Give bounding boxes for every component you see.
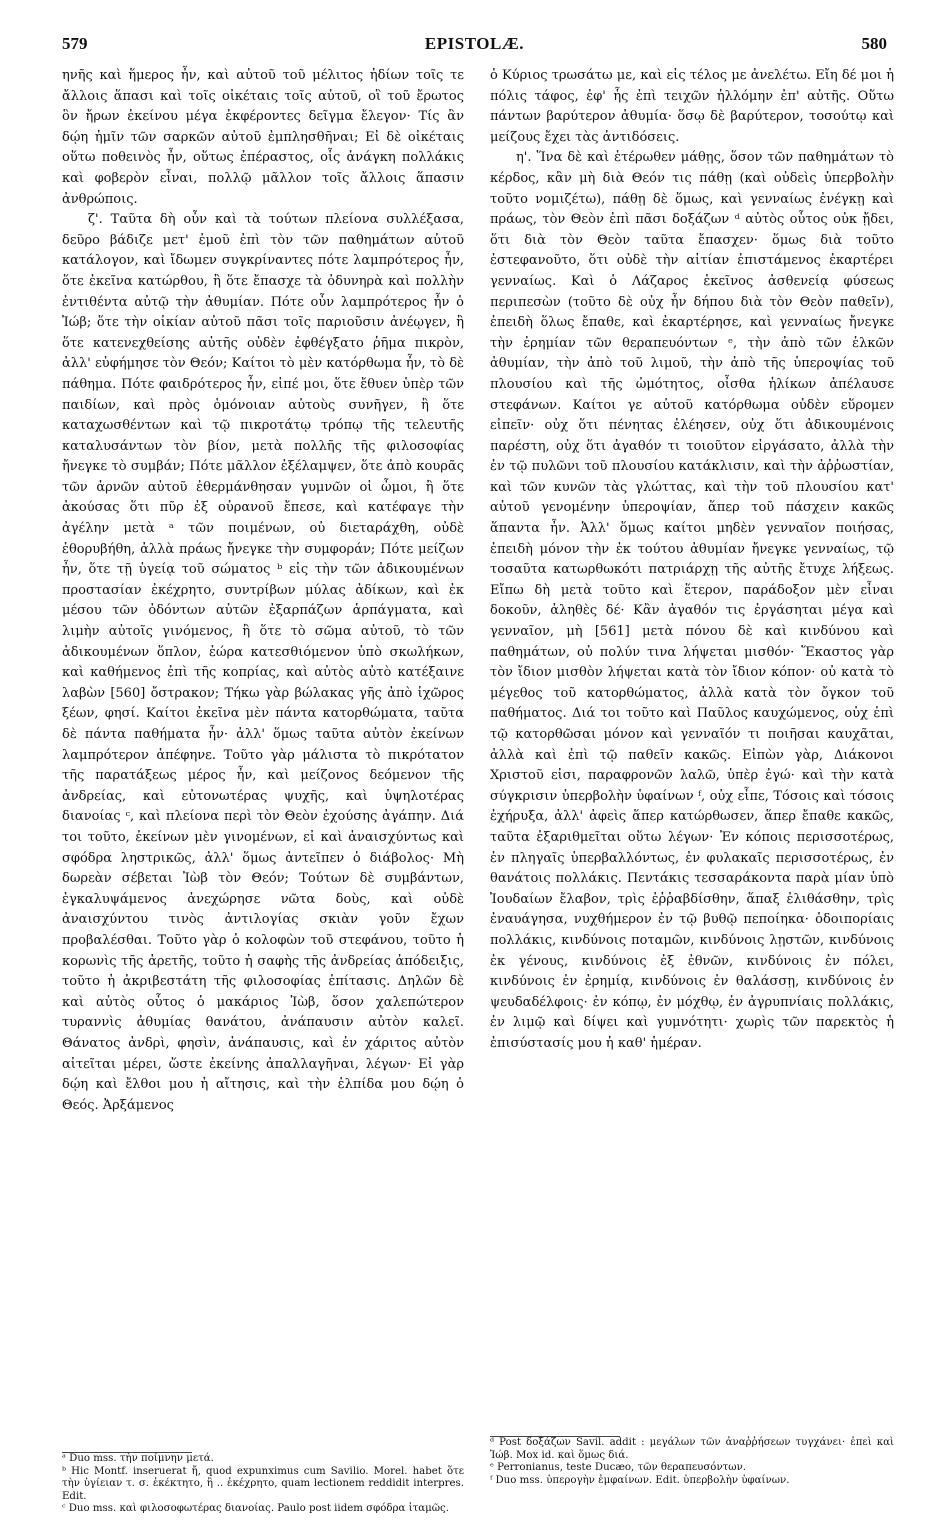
running-title: EPISTOLÆ. <box>424 34 525 53</box>
page-number-left: 579 <box>62 34 88 53</box>
footnote-e: ᵉ Perronianus, teste Ducæo, τῶν θεραπευσόντων. <box>490 1462 747 1474</box>
footnotes-left <box>62 1452 464 1516</box>
left-paragraph-1: ηνῆς καὶ ἥμερος ἦν, καὶ αὐτοῦ τοῦ μέλιτος ἡδίων τοῖς τε ἄλλοις ἅπασι καὶ τοῖς οἰκέταις τοῖς αὐτοῦ, οἳ τοῦ ἔρωτος ὃν ἤρων ἐκείνου μέγα ἐκφέροντες δεῖγμα ἔλεγον· Τίς ἂν δῴη ἡμῖν τῶν σαρκῶν αὐτοῦ ἐμπλησθῆναι; Εἰ δὲ οἰκέταις οὕτω ποθεινὸς ἦν, οὕτως ἐπέραστος, οἷς ἀνάγκη πολλάκις καὶ φοβερὸν εἶναι, πολλῷ μᾶλλον τοῖς ἄλλοις ἅπασιν ἀνθρώποις. <box>62 68 464 207</box>
right-column <box>490 66 894 1055</box>
footnote-a: ᵃ Duo mss. τὴν ποίμνην μετά. <box>62 1453 214 1464</box>
footnote-f: ᶠ Duo mss. ὑπερογὴν ἐμφαίνων. Edit. ὑπερβολὴν ὑφαίνων. <box>490 1474 790 1486</box>
right-paragraph-2: η'. Ἵνα δὲ καὶ ἑτέρωθεν μάθῃς, ὅσον τῶν παθημάτων τὸ κέρδος, κἂν μὴ διὰ Θεόν τις πάθῃ (καὶ οὐδεὶς ὑπερβολὴν τοῦτο νομιζέτω), πάθῃ δὲ ὅμως, καὶ γενναίως ἐνέγκῃ καὶ πράως, τὸν Θεὸν ἐπὶ πᾶσι δοξάζων ᵈ αὐτὸς οὗτος οὐκ ᾔδει, ὅτι διὰ τὸν Θεὸν ταῦτα ἔπασχεν· ὅμως διὰ τοῦτο ἐστεφανοῦτο, ὅτι οὐδὲ τὴν αἰτίαν ἐπιστάμενος ἐκαρτέρει γενναίως. Καὶ ὁ Λάζαρος ἐκεῖνος ἀσθενείᾳ φύσεως περιπεσὼν (τοῦτο δὲ οὐχ ἦν δήπου διὰ τὸν Θεὸν παθεῖν), ἐπειδὴ ὅλως ἔπαθε, καὶ ἐκαρτέρησε, καὶ γενναίως ἤνεγκε τὴν ἐρημίαν τῶν θεραπευόντων ᵉ, τὴν ἀπὸ τῶν ἑλκῶν ἀθυμίαν, τὴν ἀπὸ τοῦ λιμοῦ, τὴν ἀπὸ τῆς ὑπεροψίας τοῦ πλουσίου καὶ τῆς ὠμότητος, οἶσθα ἡλίκων ἀπέλαυσε στεφάνων. Καίτοι γε αὐτοῦ κατόρθωμα οὐδὲν εὕρομεν εἰπεῖν· οὐχ ὅτι πένητας ἐλέησεν, οὐχ ὅτι ἀδικουμένοις παρέστη, οὐχ ὅτι ἀγαθόν τι τοιοῦτον εἰργάσατο, ἀλλὰ τὴν ἐν τῷ πυλῶνι τοῦ πλουσίου κατάκλισιν, καὶ τὴν ἀῤῥωστίαν, καὶ τῶν κυνῶν τὰς γλώττας, καὶ τὴν τοῦ πλουσίου κατ' αὐτοῦ γενομένην ὑπεροψίαν, ἅπερ τοῦ πάσχειν κακῶς ἅπαντα ἦν. Ἀλλ' ὅμως καίτοι μηδὲν γενναῖον ποιήσας, ἐπειδὴ μόνον τὴν ἐκ τούτου ἀθυμίαν ἤνεγκε γενναίως, τῷ τοσαῦτα κατωρθωκότι πατριάρχῃ τῆς αὐτῆς ἔτυχε λήξεως. Εἴπω δὴ μετὰ τοῦτο καὶ ἕτερον, παράδοξον μὲν εἶναι δοκοῦν, ἀληθὲς δέ· Κἂν ἀγαθόν τις ἐργάσηται μέγα καὶ γενναῖον, μὴ [561] μετὰ πόνου δὲ καὶ κινδύνου καὶ παθημάτων, οὐ πολύν τινα λήψεται μισθόν· Ἕκαστος γὰρ τὸν ἴδιον μισθὸν λήψεται κατὰ τὸν ἴδιον κόπον· οὐ κατὰ τὸ μέγεθος τοῦ κατορθώματος, ἀλλὰ κατὰ τὸν ὄγκον τοῦ παθήματος. Διά τοι τοῦτο καὶ Παῦλος καυχώμενος, οὐχ ἐπὶ τῷ κατορθῶσαι μόνον καὶ γενναῖόν τι ποιῆσαι καυχᾶται, ἀλλὰ καὶ ἐπὶ τῷ παθεῖν κακῶς. Εἰπὼν γὰρ, Διάκονοι Χριστοῦ εἰσι, παραφρονῶν λαλῶ, ὑπὲρ ἐγώ· καὶ τὴν κατὰ σύγκρισιν ὑπερβολὴν ὑφαίνων ᶠ, οὐχ εἶπε, Τόσοις καὶ τόσοις ἐχήρυξα, ἀλλ' ἀφεὶς ἅπερ κατώρθωσεν, ἅπερ ἔπαθε κακῶς, ταῦτα ἐξαριθμεῖται οὕτω λέγων· Ἐν κόποις περισσοτέρως, ἐν πληγαῖς ὑπερβαλλόντως, ἐν φυλακαῖς περισσοτέρως, ἐν θανάτοις πολλάκις. Πεντάκις τεσσαράκοντα παρὰ μίαν ὑπὸ Ἰουδαίων ἔλαβον, τρὶς ἐῤῥαβδίσθην, ἅπαξ ἐλιθάσθην, τρὶς ἐναυάγησα, νυχθήμερον ἐν τῷ βυθῷ πεποίηκα· ὁδοιπορίαις πολλάκις, κινδύνοις ποταμῶν, κινδύνοις λῃστῶν, κινδύνοις ἐκ γένους, κινδύνοις ἐξ ἐθνῶν, κινδύνοις ἐν πόλει, κινδύνοις ἐν ἐρημίᾳ, κινδύνοις ἐν θαλάσσῃ, κινδύνοις ἐν ψευδαδέλφοις· ἐν κόπῳ, ἐν μόχθῳ, ἐν ἀγρυπνίαις πολλάκις, ἐν λιμῷ καὶ δίψει καὶ γυμνότητι· χωρὶς τῶν παρεκτὸς ἡ ἐπισύστασίς μου ἡ καθ' ἡμέραν. <box>490 150 894 1051</box>
footnote-c: ᶜ Duo mss. καὶ φιλοσοφωτέρας διανοίας. Paulo post iidem σφόδρα ἰταμῶς. <box>62 1503 449 1515</box>
footnotes-right <box>490 1436 894 1487</box>
left-paragraph-2: ζ'. Ταῦτα δὴ οὖν καὶ τὰ τούτων πλείονα συλλέξασα, δεῦρο βάδιζε μετ' ἐμοῦ ἐπὶ τὸν τῶν παθημάτων αὐτοῦ κατάλογον, καὶ ἴδωμεν συγκρίναντες πότε λαμπρότερος ἦν, ὅτε ἐκεῖνα κατώρθου, ἢ ὅτε ἔπασχε τὰ ὀδυνηρὰ καὶ πολλὴν ἐντιθέντα αὐτῷ τὴν ἀθυμίαν. Πότε οὖν λαμπρότερος ἦν ὁ Ἰώβ; ὅτε τὴν οἰκίαν αὐτοῦ πᾶσι τοῖς παριοῦσιν ἀνέῳγεν, ἢ ὅτε κατενεχθείσης αὐτῆς οὐδὲν ἐφθέγξατο ῥῆμα πικρὸν, ἀλλ' εὐφήμησε τὸν Θεόν; Καίτοι τὸ μὲν κατόρθωμα ἦν, τὸ δὲ πάθημα. Πότε φαιδρότερος ἦν, εἰπέ μοι, ὅτε ἔθυεν ὑπὲρ τῶν παιδίων, καὶ πρὸς ὁμόνοιαν αὐτοὺς συνῆγεν, ἢ ὅτε καταχωσθέντων καὶ τῷ πικροτάτῳ τρόπῳ τῆς τελευτῆς καταλυσάντων τὸν βίον, μετὰ πολλῆς τῆς φιλοσοφίας ἤνεγκε τὸ συμβάν; Πότε μᾶλλον ἐξέλαμψεν, ὅτε ἀπὸ κουρᾶς τῶν ἀρνῶν αὐτοῦ ἐθερμάνθησαν γυμνῶν οἱ ὦμοι, ἢ ὅτε ἀκούσας ὅτι πῦρ ἐξ οὐρανοῦ ἔπεσε, καὶ κατέφαγε τὴν ἀγέλην μετὰ ᵃ τῶν ποιμένων, οὐ διεταράχθη, οὐδὲ ἐθορυβήθη, ἀλλὰ πράως ἤνεγκε τὴν συμφοράν; Πότε μείζων ἦν, ὅτε τῇ ὑγείᾳ τοῦ σώματος ᵇ εἰς τὴν τῶν ἀδικουμένων προστασίαν ἐκέχρητο, συντρίβων μύλας ἀδίκων, καὶ ἐκ μέσου τῶν ὀδόντων αὐτῶν ἐξαρπάζων ἁρπάγματα, καὶ λιμὴν αὐτοῖς γινόμενος, ἢ ὅτε τὸ σῶμα αὐτοῦ, τὸ τῶν ἀδικουμένων ὅπλον, ἑώρα κατεσθιόμενον ὑπὸ σκωλήκων, καὶ καθήμενος ἐπὶ τῆς κοπρίας, καὶ αὐτὸς αὐτὸ κατέξαινε λαβὼν [560] ὄστρακον; Τήκω γὰρ βώλακας γῆς ἀπὸ ἰχῶρος ξέων, φησί. Καίτοι ἐκεῖνα μὲν πάντα κατορθώματα, ταῦτα δὲ πάντα παθήματα ἦν· ἀλλ' ὅμως ταῦτα αὐτὸν ἐκείνων λαμπρότερον ἀπέφηνε. Τοῦτο γὰρ μάλιστα τὸ πικρότατον τῆς παρατάξεως μέρος ἦν, καὶ μείζονος δεόμενον τῆς ἀνδρείας, καὶ εὐτονωτέρας ψυχῆς, καὶ ὑψηλοτέρας διανοίας ᶜ, καὶ πλείονα περὶ τὸν Θεὸν ἐχούσης ἀγάπην. Διά τοι τοῦτο, ἐκείνων μὲν γινομένων, εἰ καὶ ἀναισχύντως καὶ σφόδρα ληστρικῶς, ἀλλ' ὅμως ἀντεῖπεν ὁ διάβολος· Μὴ δωρεὰν σέβεται Ἰὼβ τὸν Θεόν; Τούτων δὲ συμβάντων, ἐγκαλυψάμενος ἀνεχώρησε νῶτα δοὺς, καὶ οὐδὲ ἀναισχύντου τινὸς ἀντιλογίας σκιὰν γοῦν ἔχων προβαλέσθαι. Τοῦτο γὰρ ὁ κολοφὼν τοῦ στεφάνου, τοῦτο ἡ κορωνὶς τῆς ἀρετῆς, τοῦτο ἡ σαφὴς τῆς ἀνδρείας ἀπόδειξις, τοῦτο ἡ ἀκριβεστάτη τῆς φιλοσοφίας ἐπίτασις. Δηλῶν δὲ καὶ αὐτὸς οὗτος ὁ μακάριος Ἰὼβ, ὅσον χαλεπώτερον τυραννὶς ἀθυμίας θανάτου, ἀνάπαυσιν αὐτὸν καλεῖ. Θάνατος ἀνδρὶ, φησὶν, ἀνάπαυσις, καὶ ἐν χάριτος αὐτὸν αἰτεῖται μέρει, ὥστε ἐκείνης ἀπαλλαγῆναι, λέγων· Εἰ γὰρ δῴη καὶ ἔλθοι μου ἡ αἴτησις, καὶ τὴν ἐλπίδα μου δῴη ὁ Θεός. Ἀρξάμενος <box>62 212 464 1113</box>
page-number-right: 580 <box>861 34 887 53</box>
footnote-d: ᵈ Post δοξάζων Savil. addit : μεγάλων τῶν ἀναῤῥήσεων τυγχάνει· ἐπεὶ καὶ Ἰώβ. Mox id. καὶ ὅμως διά. <box>490 1437 894 1461</box>
left-column <box>62 66 464 1116</box>
right-paragraph-1: ὁ Κύριος τρωσάτω με, καὶ εἰς τέλος με ἀνελέτω. Εἴη δέ μοι ἡ πόλις τάφος, ἐφ' ἧς ἐπὶ τειχῶν ἡλλόμην ἐπ' αὐτῆς. Οὕτω πάντων βαρύτερον ἀθυμία· ὅσῳ δὲ βαρύτερον, τοσούτῳ καὶ μείζους ἔχει τὰς ἀντιδόσεις. <box>490 68 894 145</box>
footnote-b: ᵇ Hic Montf. inseruerat ἤ, quod expunximus cum Savilio. Morel. habet ὅτε τὴν ὑγίειαν τ. σ. ἐκέκτητο, ἢ .. ἐκέχρητο, quam lectionem reddidit interpres. Edit. <box>62 1465 464 1502</box>
page-header <box>62 34 887 60</box>
